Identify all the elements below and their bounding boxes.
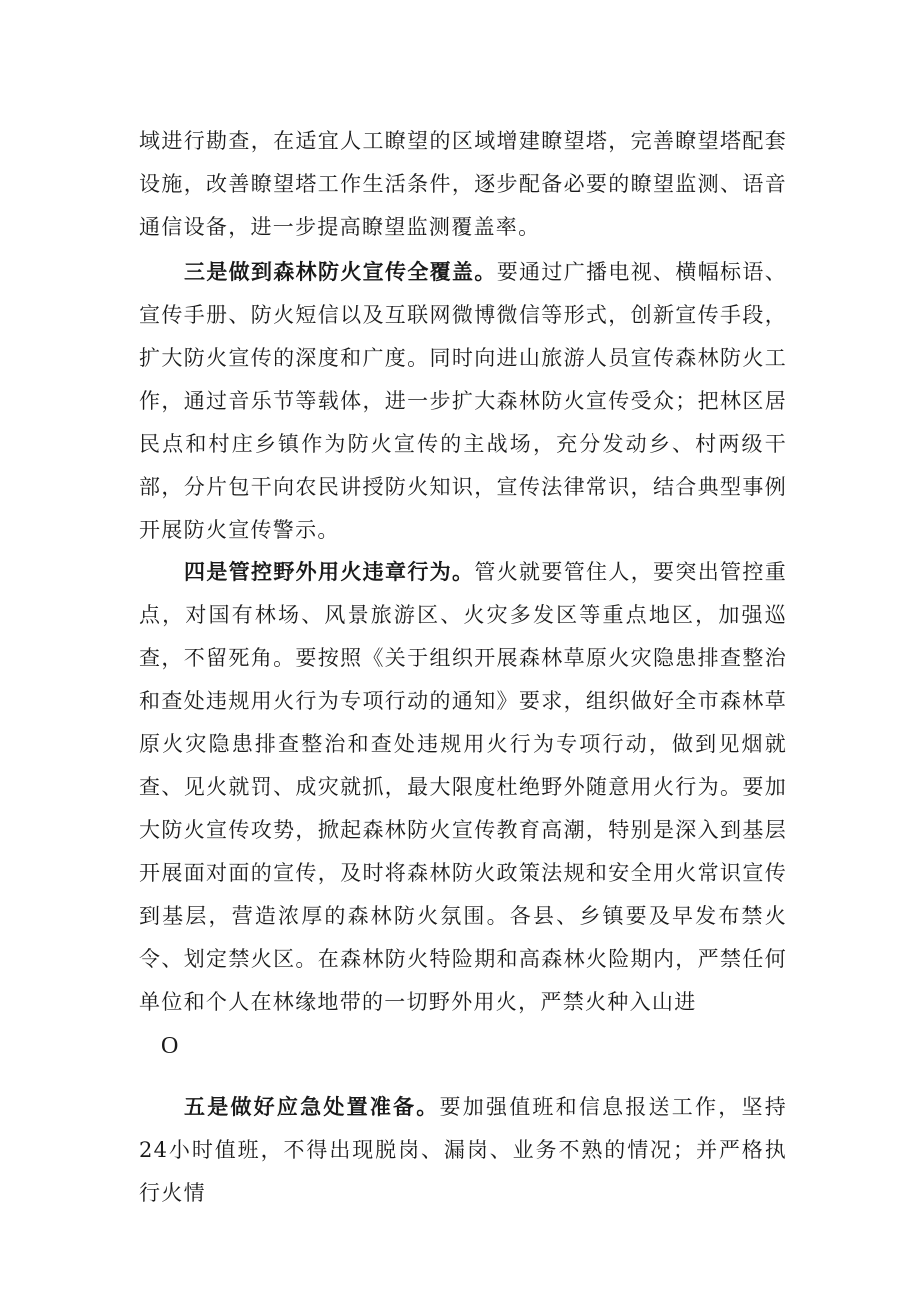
paragraph-heading: 五是做好应急处置准备。 — [184, 1094, 440, 1119]
paragraph-text: 要加强值班和信息报送工作，坚持24小时值班，不得出现脱岗、漏岗、业务不熟的情况；并严格执行火情 — [139, 1095, 787, 1205]
paragraph-text: 要通过广播电视、横幅标语、宣传手册、防火短信以及互联网微博微信等形式，创新宣传手段，扩大防火宣传的深度和广度。同时向进山旅游人员宣传森林防火工作，通过音乐节等载体，进一步扩大森林防火宣传受众；把林区居民点和村庄乡镇作为防火宣传的主战场，充分发动乡、村两级干部，分片包干向农民讲授防火知识，宣传法律常识，结合典型事例开展防火宣传警示。 — [139, 260, 787, 542]
stray-mark: O — [161, 1033, 179, 1059]
paragraph-emergency — [139, 1085, 787, 1215]
paragraph-text: 管火就要管住人，要突出管控重点，对国有林场、风景旅游区、火灾多发区等重点地区，加强巡查，不留死角。要按照《关于组织开展森林草原火灾隐患排查整治和查处违规用火行为专项行动的通知》要求，组织做好全市森林草原火灾隐患排查整治和查处违规用火行为专项行动，做到见烟就查、见火就罚、成灾就抓，最大限度杜绝野外随意用火行为。要加大防火宣传攻势，掀起森林防火宣传教育高潮，特别是深入到基层开展面对面的宣传，及时将森林防火政策法规和安全用火常识宣传到基层，营造浓厚的森林防火氛围。各县、乡镇要及早发布禁火令、划定禁火区。在森林防火特险期和高森林火险期内，严禁任何单位和个人在林缘地带的一切野外用火，严禁火种入山进 — [139, 560, 788, 1014]
paragraph-publicity — [139, 250, 787, 552]
paragraph-continuation — [139, 120, 787, 249]
paragraph-heading: 四是管控野外用火违章行为。 — [184, 559, 475, 584]
paragraph-text: 域进行勘查，在适宜人工瞭望的区域增建瞭望塔，完善瞭望塔配套设施，改善瞭望塔工作生活条件，逐步配备必要的瞭望监测、语音通信设备，进一步提高瞭望监测覆盖率。 — [139, 129, 787, 239]
paragraph-fire-control — [139, 550, 787, 1024]
paragraph-heading: 三是做到森林防火宣传全覆盖。 — [184, 259, 497, 284]
